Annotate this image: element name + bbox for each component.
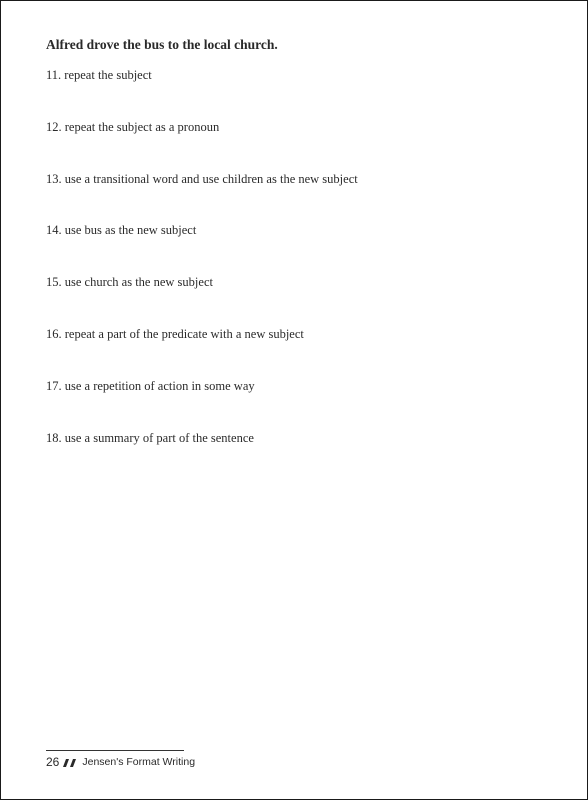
footer-line	[46, 755, 196, 769]
double-slash-icon	[63, 758, 76, 766]
book-title: Jensen's Format Writing	[82, 756, 196, 768]
prompt-item	[46, 430, 358, 482]
page-footer	[46, 750, 196, 769]
prompt-number: 15.	[46, 275, 62, 290]
page-number: 26	[46, 755, 60, 769]
prompt-item	[46, 119, 358, 171]
exercise-sentence: Alfred drove the bus to the local church.	[46, 37, 278, 52]
prompt-item	[46, 67, 358, 119]
prompt-item	[46, 222, 358, 274]
prompt-item	[46, 326, 358, 378]
prompt-item	[46, 171, 358, 223]
prompt-number: 12.	[46, 119, 62, 134]
prompt-number: 11.	[46, 68, 62, 82]
prompt-item	[46, 274, 358, 326]
prompt-text: use bus as the new subject	[64, 223, 197, 238]
prompt-text: use a summary of part of the sentence	[64, 430, 254, 445]
prompt-text: repeat the subject as a pronoun	[64, 119, 220, 134]
footer-divider	[46, 750, 184, 751]
prompt-number: 13.	[46, 171, 62, 186]
prompt-text: repeat the subject	[64, 68, 152, 82]
prompt-item	[46, 378, 358, 430]
prompt-number: 14.	[46, 223, 62, 238]
prompt-text: use a repetition of action in some way	[64, 378, 255, 393]
prompt-list	[46, 67, 358, 481]
prompt-text: use a transitional word and use children as the new subject	[64, 171, 358, 186]
prompt-text: repeat a part of the predicate with a new subject	[64, 326, 304, 341]
prompt-number: 17.	[46, 378, 62, 393]
prompt-number: 16.	[46, 326, 62, 341]
prompt-number: 18.	[46, 430, 62, 445]
prompt-text: use church as the new subject	[64, 275, 213, 290]
